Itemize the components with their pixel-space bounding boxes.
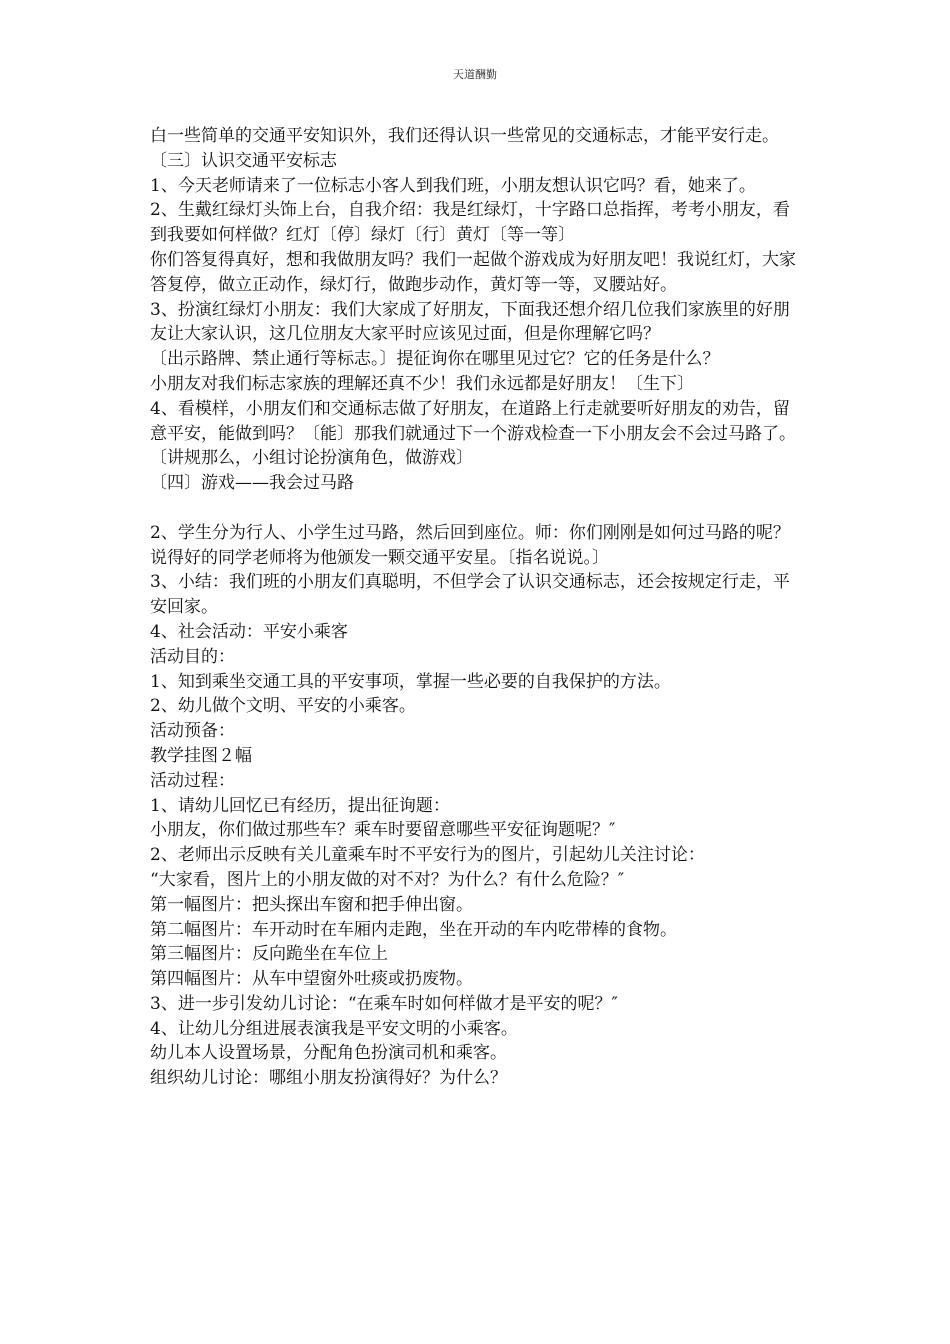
paragraph: 第四幅图片：从车中望窗外吐痰或扔废物。 — [150, 969, 473, 990]
paragraph: 4、社会活动：平安小乘客 — [150, 621, 348, 642]
section-heading: 〔四〕游戏——我会过马路 — [150, 473, 354, 494]
page-header: 天道酬勤 — [453, 68, 497, 81]
paragraph: 2、幼儿做个文明、平安的小乘客。 — [150, 696, 416, 717]
paragraph: 2、学生分为行人、小学生过马路，然后回到座位。师：你们刚刚是如何过马路的呢？说得好的同学老师将为他颁发一颗交通平安星。〔指名说说。〕 — [150, 522, 790, 568]
paragraph: 2、生戴红绿灯头饰上台，自我介绍：我是红绿灯，十字路口总指挥，考考小朋友，看到我要如何样做？红灯〔停〕绿灯〔行〕黄灯〔等一等〕 — [150, 200, 790, 246]
paragraph: 第三幅图片：反向跪坐在车位上 — [150, 944, 388, 965]
paragraph: 活动预备： — [150, 721, 235, 742]
section-heading: 〔三〕认识交通平安标志 — [150, 150, 337, 171]
paragraph: 组织幼儿讨论：哪组小朋友扮演得好？为什么？ — [150, 1068, 507, 1089]
paragraph: 〔出示路牌、禁止通行等标志。〕提征询你在哪里见过它？它的任务是什么？ — [150, 349, 720, 370]
paragraph: 4、看模样，小朋友们和交通标志做了好朋友，在道路上行走就要听好朋友的劝告，留意平安，能做到吗？〔能〕那我们就通过下一个游戏检查一下小朋友会不会过马路了。〔讲规那么，小组讨论扮演角色，做游戏〕 — [150, 398, 796, 469]
paragraph: 1、请幼儿回忆已有经历，提出征询题： — [150, 795, 450, 816]
paragraph: 3、扮演红绿灯小朋友：我们大家成了好朋友，下面我还想介绍几位我们家族里的好朋友让大家认识，这几位朋友大家平时应该见过面，但是你理解它吗？ — [150, 299, 790, 345]
paragraph: 4、让幼儿分组进展表演我是平安文明的小乘客。 — [150, 1018, 518, 1039]
blank-line — [150, 496, 800, 521]
paragraph: 第二幅图片：车开动时在车厢内走跑，坐在开动的车内吃带棒的食物。 — [150, 919, 677, 940]
paragraph: 小朋友对我们标志家族的理解还真不少！我们永远都是好朋友！〔生下〕 — [150, 373, 694, 394]
paragraph: 2、老师出示反映有关儿童乘车时不平安行为的图片，引起幼儿关注讨论： — [150, 845, 705, 866]
paragraph: 3、进一步引发幼儿讨论：“在乘车时如何样做才是平安的呢？″ — [150, 993, 618, 1014]
paragraph: 幼儿本人设置场景，分配角色扮演司机和乘客。 — [150, 1043, 507, 1064]
paragraph: 活动目的： — [150, 646, 235, 667]
paragraph: 教学挂图２幅 — [150, 745, 252, 766]
document-body — [150, 124, 800, 1091]
paragraph: 第一幅图片：把头探出车窗和把手伸出窗。 — [150, 894, 473, 915]
paragraph: 你们答复得真好，想和我做朋友吗？我们一起做个游戏成为好朋友吧！我说红灯，大家答复停，做立正动作，绿灯行，做跑步动作，黄灯等一等，叉腰站好。 — [150, 249, 796, 295]
paragraph: “大家看，图片上的小朋友做的对不对？为什么？有什么危险？″ — [150, 869, 625, 890]
paragraph: 小朋友，你们做过那些车？乘车时要留意哪些平安征询题呢？″ — [150, 820, 616, 841]
paragraph: 1、今天老师请来了一位标志小客人到我们班，小朋友想认识它吗？看，她来了。 — [150, 175, 756, 196]
paragraph: 1、知到乘坐交通工具的平安事项，掌握一些必要的自我保护的方法。 — [150, 671, 671, 692]
paragraph: 白一些简单的交通平安知识外，我们还得认识一些常见的交通标志，才能平安行走。 — [150, 126, 779, 146]
paragraph: 3、小结：我们班的小朋友们真聪明，不但学会了认识交通标志，还会按规定行走，平安回家。 — [150, 572, 790, 618]
paragraph: 活动过程： — [150, 770, 235, 791]
